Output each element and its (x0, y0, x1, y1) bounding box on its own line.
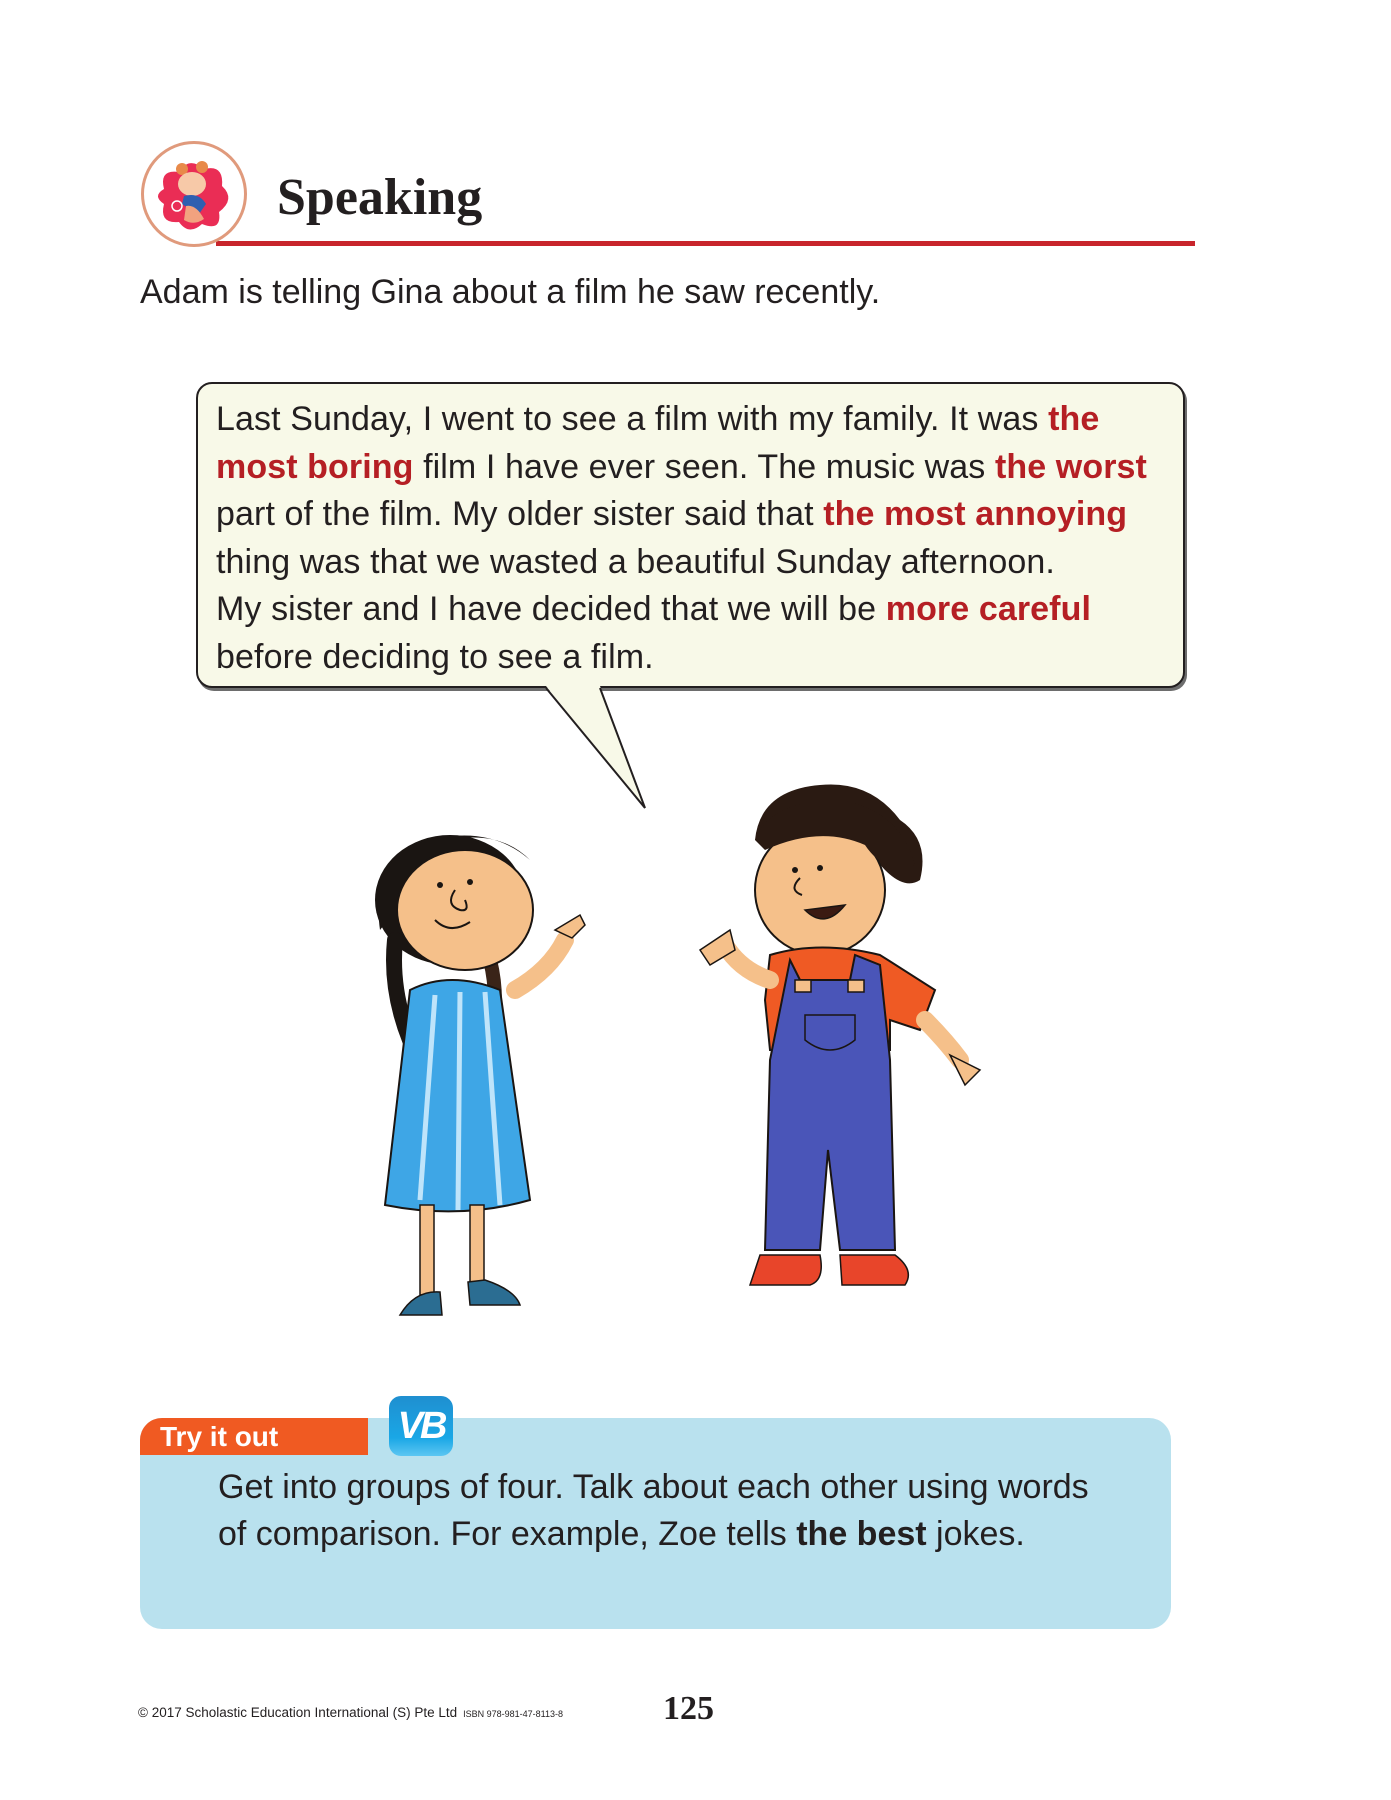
intro-text: Adam is telling Gina about a film he saw recently. (140, 273, 881, 311)
speaking-girl-icon (144, 144, 244, 244)
speech-bubble (196, 382, 1185, 688)
bubble-text-segment: part of the film. My older sister said that (216, 495, 824, 533)
boy-adam-icon (670, 770, 1010, 1330)
highlight-phrase: more careful (885, 590, 1092, 628)
boy-illustration (670, 770, 1010, 1330)
bubble-text-segment: Last Sunday, I went to see a film with my family. It was (216, 400, 1049, 438)
footer-copyright (138, 1705, 563, 1720)
girl-gina-icon (340, 820, 640, 1330)
section-title: Speaking (277, 169, 483, 226)
copyright-text: © 2017 Scholastic Education International (S) Pte Ltd (138, 1705, 458, 1720)
title-underline (216, 241, 1195, 246)
bubble-text-segment: thing was that we wasted a beautiful Sunday afternoon. (216, 542, 1055, 581)
try-text-segment: Get into groups of four. Talk about each other using words of comparison. For example, Zoe tells (218, 1468, 1089, 1553)
speech-bubble-text (216, 396, 1167, 681)
bubble-text-segment: before deciding to see a film. (216, 637, 654, 676)
isbn-text: ISBN 978-981-47-8113-8 (463, 1709, 564, 1719)
speech-bubble-tail (540, 684, 660, 814)
try-it-out-tab: Try it out (140, 1418, 368, 1455)
try-text-segment: jokes. (926, 1515, 1025, 1553)
try-bold-phrase: the best (796, 1515, 927, 1553)
bubble-text-segment: film I have ever seen. The music was (413, 447, 995, 486)
bubble-text-segment: My sister and I have decided that we will be (216, 590, 886, 628)
speaking-section-icon (141, 141, 247, 247)
page-number: 125 (663, 1690, 714, 1727)
girl-illustration (340, 820, 640, 1330)
vb-badge-icon[interactable]: VB (389, 1396, 453, 1456)
try-it-out-text (218, 1464, 1118, 1558)
highlight-phrase: the worst (994, 447, 1147, 486)
highlight-phrase: the most annoying (823, 495, 1128, 533)
highlight-phrase: the most boring (216, 400, 1100, 486)
